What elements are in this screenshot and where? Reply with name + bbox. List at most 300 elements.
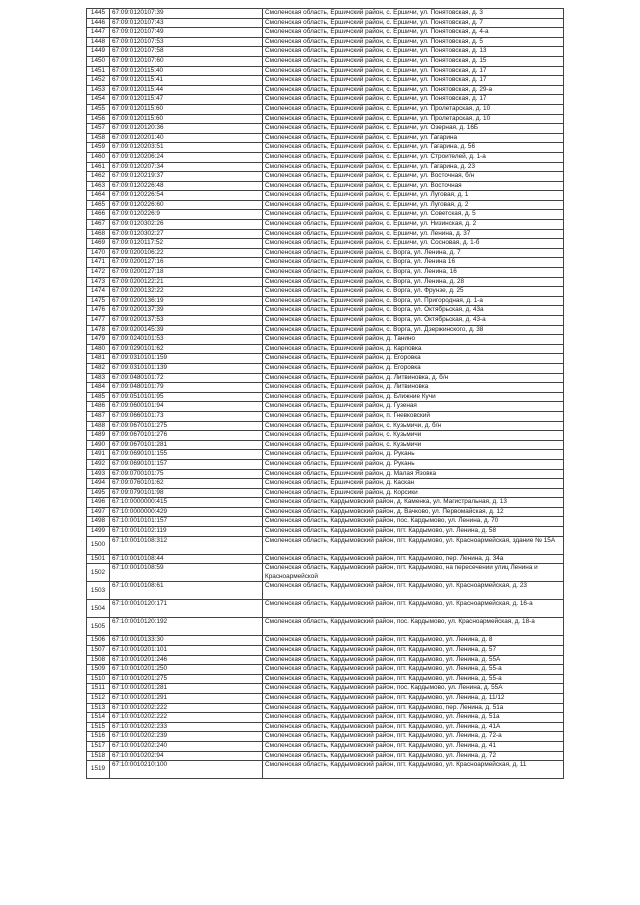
row-number-cell: 1464 bbox=[87, 191, 110, 201]
cadastral-number-cell: 67:09:0120226:60 bbox=[110, 200, 263, 210]
address-cell: Смоленская область, Кардымовский район, пос. Кардымово, ул. Красноармейская, д. 18-а bbox=[263, 618, 564, 636]
table-row bbox=[87, 655, 564, 665]
address-cell: Смоленская область, Ершичский район, с. Ершичи, ул. Луговая, д. 1 bbox=[263, 191, 564, 201]
table-row bbox=[87, 383, 564, 393]
table-row bbox=[87, 479, 564, 489]
cadastral-number-cell: 67:10:0010101:157 bbox=[110, 517, 263, 527]
cadastral-number-cell: 67:09:0240101:53 bbox=[110, 335, 263, 345]
cadastral-number-cell: 67:09:0480101:79 bbox=[110, 383, 263, 393]
table-row bbox=[87, 268, 564, 278]
cadastral-number-cell: 67:09:0660101:73 bbox=[110, 411, 263, 421]
cadastral-number-cell: 67:09:0200127:18 bbox=[110, 268, 263, 278]
cadastral-number-cell: 67:09:0120107:53 bbox=[110, 37, 263, 47]
table-row bbox=[87, 536, 564, 554]
table-row bbox=[87, 507, 564, 517]
table-row bbox=[87, 392, 564, 402]
table-row bbox=[87, 554, 564, 564]
row-number-cell: 1475 bbox=[87, 296, 110, 306]
row-number-cell: 1495 bbox=[87, 488, 110, 498]
cadastral-number-cell: 67:09:0200122:21 bbox=[110, 277, 263, 287]
cadastral-number-cell: 67:10:0010202:239 bbox=[110, 732, 263, 742]
table-row bbox=[87, 287, 564, 297]
address-cell: Смоленская область, Кардымовский район, пгт. Кардымово, ул. Ленина, д. 55А bbox=[263, 655, 564, 665]
address-cell: Смоленская область, Ершичский район, с. Ворга, ул. Ленина, д. 7 bbox=[263, 248, 564, 258]
row-number-cell: 1519 bbox=[87, 761, 110, 779]
table-row bbox=[87, 162, 564, 172]
cadastral-number-cell: 67:10:0010202:240 bbox=[110, 741, 263, 751]
address-cell: Смоленская область, Ершичский район, д. Рукань bbox=[263, 459, 564, 469]
address-cell: Смоленская область, Ершичский район, с. Ершичи, ул. Озерная, д. 16Б bbox=[263, 124, 564, 134]
address-cell: Смоленская область, Кардымовский район, пгт. Кардымово, ул. Ленина, д. 8 bbox=[263, 636, 564, 646]
table-row bbox=[87, 229, 564, 239]
address-cell: Смоленская область, Ершичский район, с. Ворга, ул. Пригородная, д. 1-а bbox=[263, 296, 564, 306]
row-number-cell: 1496 bbox=[87, 498, 110, 508]
cadastral-number-cell: 67:09:0120207:34 bbox=[110, 162, 263, 172]
address-cell: Смоленская область, Ершичский район, д. Танино bbox=[263, 335, 564, 345]
table-row bbox=[87, 200, 564, 210]
cadastral-number-cell: 67:10:0010210:100 bbox=[110, 761, 263, 779]
table-row bbox=[87, 694, 564, 704]
table-row bbox=[87, 306, 564, 316]
table-row bbox=[87, 431, 564, 441]
table-row bbox=[87, 296, 564, 306]
cadastral-number-cell: 67:10:0000000:429 bbox=[110, 507, 263, 517]
row-number-cell: 1452 bbox=[87, 76, 110, 86]
cadastral-number-cell: 67:09:0120107:43 bbox=[110, 18, 263, 28]
row-number-cell: 1478 bbox=[87, 325, 110, 335]
cadastral-number-cell: 67:09:0120302:27 bbox=[110, 229, 263, 239]
row-number-cell: 1517 bbox=[87, 741, 110, 751]
address-cell: Смоленская область, Ершичский район, с. Ворга, ул. Октябрьская, д. 43-а bbox=[263, 316, 564, 326]
row-number-cell: 1474 bbox=[87, 287, 110, 297]
table-row bbox=[87, 618, 564, 636]
cadastral-number-cell: 67:09:0200136:19 bbox=[110, 296, 263, 306]
address-cell: Смоленская область, Кардымовский район, пгт. Кардымово, ул. Ленина, д. 72-а bbox=[263, 732, 564, 742]
table-row bbox=[87, 703, 564, 713]
cadastral-number-cell: 67:09:0120107:39 bbox=[110, 9, 263, 19]
cadastral-number-cell: 67:09:0120115:60 bbox=[110, 104, 263, 114]
table-row bbox=[87, 28, 564, 38]
address-cell: Смоленская область, Кардымовский район, пгт. Кардымово, ул. Красноармейская, д. 16-а bbox=[263, 600, 564, 618]
row-number-cell: 1480 bbox=[87, 344, 110, 354]
cadastral-number-cell: 67:10:0010108:44 bbox=[110, 554, 263, 564]
row-number-cell: 1470 bbox=[87, 248, 110, 258]
address-cell: Смоленская область, Ершичский район, с. Ершичи, ул. Понятовская, д. 3 bbox=[263, 9, 564, 19]
cadastral-number-cell: 67:09:0690101:155 bbox=[110, 450, 263, 460]
table-row bbox=[87, 741, 564, 751]
address-cell: Смоленская область, Ершичский район, с. Ершичи, ул. Луговая, д. 2 bbox=[263, 200, 564, 210]
cadastral-number-cell: 67:09:0760101:62 bbox=[110, 479, 263, 489]
address-cell: Смоленская область, Кардымовский район, пгт. Кардымово, на пересечении улиц Ленина и Красноармейской bbox=[263, 564, 564, 582]
row-number-cell: 1501 bbox=[87, 554, 110, 564]
address-cell: Смоленская область, Ершичский район, с. Ворга, ул. Фрунзе, д. 25 bbox=[263, 287, 564, 297]
table-row bbox=[87, 47, 564, 57]
row-number-cell: 1507 bbox=[87, 646, 110, 656]
row-number-cell: 1500 bbox=[87, 536, 110, 554]
table-row bbox=[87, 440, 564, 450]
row-number-cell: 1445 bbox=[87, 9, 110, 19]
cadastral-number-cell: 67:09:0200137:53 bbox=[110, 316, 263, 326]
address-cell: Смоленская область, Кардымовский район, пгт. Кардымово, ул. Ленина, д. 41А bbox=[263, 722, 564, 732]
table-row bbox=[87, 517, 564, 527]
table-row bbox=[87, 143, 564, 153]
row-number-cell: 1456 bbox=[87, 114, 110, 124]
table-row bbox=[87, 488, 564, 498]
cadastral-number-cell: 67:09:0120120:36 bbox=[110, 124, 263, 134]
cadastral-number-cell: 67:09:0700101:75 bbox=[110, 469, 263, 479]
row-number-cell: 1490 bbox=[87, 440, 110, 450]
cadastral-number-cell: 67:09:0290101:62 bbox=[110, 344, 263, 354]
row-number-cell: 1486 bbox=[87, 402, 110, 412]
row-number-cell: 1449 bbox=[87, 47, 110, 57]
cadastral-number-cell: 67:09:0120107:60 bbox=[110, 56, 263, 66]
row-number-cell: 1450 bbox=[87, 56, 110, 66]
address-cell: Смоленская область, Ершичский район, д. Егоровка bbox=[263, 354, 564, 364]
table-row bbox=[87, 527, 564, 537]
address-cell: Смоленская область, Кардымовский район, пгт. Кардымово, ул. Красноармейская, здание № 15А bbox=[263, 536, 564, 554]
address-cell: Смоленская область, Кардымовский район, д. Вачково, ул. Первомайская, д. 12 bbox=[263, 507, 564, 517]
table-body bbox=[87, 9, 564, 779]
row-number-cell: 1511 bbox=[87, 684, 110, 694]
cadastral-number-cell: 67:10:0010120:192 bbox=[110, 618, 263, 636]
property-table bbox=[86, 8, 564, 779]
row-number-cell: 1509 bbox=[87, 665, 110, 675]
address-cell: Смоленская область, Ершичский район, с. Ершичи, ул. Гагарина bbox=[263, 133, 564, 143]
row-number-cell: 1466 bbox=[87, 210, 110, 220]
address-cell: Смоленская область, Ершичский район, с. Ершичи, ул. Пролетарская, д. 10 bbox=[263, 114, 564, 124]
address-cell: Смоленская область, Ершичский район, д. Малая Язовка bbox=[263, 469, 564, 479]
address-cell: Смоленская область, Ершичский район, с. Кузьмичи, д. б/н bbox=[263, 421, 564, 431]
address-cell: Смоленская область, Ершичский район, с. Ершичи, ул. Пролетарская, д. 10 bbox=[263, 104, 564, 114]
cadastral-number-cell: 67:09:0200127:16 bbox=[110, 258, 263, 268]
row-number-cell: 1515 bbox=[87, 722, 110, 732]
address-cell: Смоленская область, Кардымовский район, пос. Кардымово, ул. Ленина, д. 70 bbox=[263, 517, 564, 527]
table-row bbox=[87, 344, 564, 354]
row-number-cell: 1458 bbox=[87, 133, 110, 143]
row-number-cell: 1510 bbox=[87, 674, 110, 684]
table-row bbox=[87, 674, 564, 684]
address-cell: Смоленская область, Ершичский район, с. Ершичи, ул. Понятовская, д. 17 bbox=[263, 76, 564, 86]
cadastral-number-cell: 67:09:0120203:51 bbox=[110, 143, 263, 153]
cadastral-number-cell: 67:09:0200106:22 bbox=[110, 248, 263, 258]
row-number-cell: 1505 bbox=[87, 618, 110, 636]
address-cell: Смоленская область, Ершичский район, с. Ершичи, ул. Сосновая, д. 1-б bbox=[263, 239, 564, 249]
table-row bbox=[87, 104, 564, 114]
cadastral-number-cell: 67:10:0000000:415 bbox=[110, 498, 263, 508]
address-cell: Смоленская область, Ершичский район, д. Гузеная bbox=[263, 402, 564, 412]
table-row bbox=[87, 636, 564, 646]
cadastral-number-cell: 67:10:0010120:171 bbox=[110, 600, 263, 618]
row-number-cell: 1472 bbox=[87, 268, 110, 278]
cadastral-number-cell: 67:10:0010201:291 bbox=[110, 694, 263, 704]
row-number-cell: 1494 bbox=[87, 479, 110, 489]
cadastral-number-cell: 67:10:0010201:250 bbox=[110, 665, 263, 675]
table-row bbox=[87, 354, 564, 364]
row-number-cell: 1448 bbox=[87, 37, 110, 47]
row-number-cell: 1491 bbox=[87, 450, 110, 460]
address-cell: Смоленская область, Ершичский район, с. Ершичи, ул. Понятовская, д. 7 bbox=[263, 18, 564, 28]
address-cell: Смоленская область, Ершичский район, с. Ершичи, ул. Понятовская, д. 4-а bbox=[263, 28, 564, 38]
address-cell: Смоленская область, Ершичский район, с. Ершичи, ул. Советская, д. 5 bbox=[263, 210, 564, 220]
address-cell: Смоленская область, Ершичский район, д. Ближние Кучи bbox=[263, 392, 564, 402]
cadastral-number-cell: 67:10:0010201:101 bbox=[110, 646, 263, 656]
cadastral-number-cell: 67:10:0010202:94 bbox=[110, 751, 263, 761]
cadastral-number-cell: 67:10:0010202:233 bbox=[110, 722, 263, 732]
cadastral-number-cell: 67:10:0010201:281 bbox=[110, 684, 263, 694]
address-cell: Смоленская область, Ершичский район, с. Ершичи, ул. Восточная, б/н bbox=[263, 172, 564, 182]
address-cell: Смоленская область, Кардымовский район, пгт. Кардымово, ул. Ленина, д. 41 bbox=[263, 741, 564, 751]
table-row bbox=[87, 191, 564, 201]
row-number-cell: 1499 bbox=[87, 527, 110, 537]
row-number-cell: 1461 bbox=[87, 162, 110, 172]
cadastral-number-cell: 67:09:0690101:157 bbox=[110, 459, 263, 469]
row-number-cell: 1467 bbox=[87, 220, 110, 230]
row-number-cell: 1492 bbox=[87, 459, 110, 469]
row-number-cell: 1504 bbox=[87, 600, 110, 618]
address-cell: Смоленская область, Кардымовский район, пгт. Кардымово, ул. Ленина, д. 72 bbox=[263, 751, 564, 761]
address-cell: Смоленская область, Ершичский район, д. Каскан bbox=[263, 479, 564, 489]
cadastral-number-cell: 67:09:0120115:41 bbox=[110, 76, 263, 86]
table-row bbox=[87, 498, 564, 508]
cadastral-number-cell: 67:09:0480101:72 bbox=[110, 373, 263, 383]
row-number-cell: 1447 bbox=[87, 28, 110, 38]
address-cell: Смоленская область, Ершичский район, с. Ершичи, ул. Ленина, д. 37 bbox=[263, 229, 564, 239]
address-cell: Смоленская область, Ершичский район, с. Ворга, ул. Ленина, 16 bbox=[263, 268, 564, 278]
address-cell: Смоленская область, Ершичский район, д. Карповка bbox=[263, 344, 564, 354]
address-cell: Смоленская область, Ершичский район, с. Ершичи, ул. Понятовская, д. 13 bbox=[263, 47, 564, 57]
row-number-cell: 1488 bbox=[87, 421, 110, 431]
table-row bbox=[87, 316, 564, 326]
address-cell: Смоленская область, Ершичский район, с. Ершичи, ул. Низинская, д. 2 bbox=[263, 220, 564, 230]
row-number-cell: 1482 bbox=[87, 363, 110, 373]
cadastral-number-cell: 67:09:0120115:44 bbox=[110, 85, 263, 95]
address-cell: Смоленская область, Ершичский район, с. Ершичи, ул. Понятовская, д. 17 bbox=[263, 66, 564, 76]
cadastral-number-cell: 67:09:0510101:95 bbox=[110, 392, 263, 402]
cadastral-number-cell: 67:09:0600101:94 bbox=[110, 402, 263, 412]
table-row bbox=[87, 258, 564, 268]
address-cell: Смоленская область, Кардымовский район, пгт. Кардымово, ул. Красноармейская, д. 11 bbox=[263, 761, 564, 779]
cadastral-number-cell: 67:09:0120115:60 bbox=[110, 114, 263, 124]
table-row bbox=[87, 181, 564, 191]
cadastral-number-cell: 67:09:0120115:40 bbox=[110, 66, 263, 76]
table-row bbox=[87, 37, 564, 47]
table-row bbox=[87, 335, 564, 345]
address-cell: Смоленская область, Ершичский район, с. Ершичи, ул. Восточная bbox=[263, 181, 564, 191]
cadastral-number-cell: 67:09:0120302:26 bbox=[110, 220, 263, 230]
address-cell: Смоленская область, Ершичский район, с. Ворга, ул. Октябрьская, д. 43а bbox=[263, 306, 564, 316]
cadastral-number-cell: 67:09:0120226:48 bbox=[110, 181, 263, 191]
table-row bbox=[87, 220, 564, 230]
row-number-cell: 1503 bbox=[87, 582, 110, 600]
address-cell: Смоленская область, Кардымовский район, д. Каменка, ул. Магистральная, д. 13 bbox=[263, 498, 564, 508]
address-cell: Смоленская область, Ершичский район, с. Ершичи, ул. Понятовская, д. 15 bbox=[263, 56, 564, 66]
cadastral-number-cell: 67:09:0670101:276 bbox=[110, 431, 263, 441]
row-number-cell: 1446 bbox=[87, 18, 110, 28]
table-row bbox=[87, 684, 564, 694]
address-cell: Смоленская область, Ершичский район, п. Гневковский bbox=[263, 411, 564, 421]
table-row bbox=[87, 114, 564, 124]
address-cell: Смоленская область, Кардымовский район, пгт. Кардымово, ул. Ленина, д. 11/12 bbox=[263, 694, 564, 704]
address-cell: Смоленская область, Ершичский район, с. Ершичи, ул. Строителей, д. 1-а bbox=[263, 152, 564, 162]
address-cell: Смоленская область, Кардымовский район, пгт. Кардымово, ул. Ленина, д. 55-а bbox=[263, 665, 564, 675]
table-row bbox=[87, 124, 564, 134]
address-cell: Смоленская область, Ершичский район, с. Ершичи, ул. Понятовская, д. 17 bbox=[263, 95, 564, 105]
address-cell: Смоленская область, Ершичский район, с. Ворга, ул. Ленина 16 bbox=[263, 258, 564, 268]
table-row bbox=[87, 411, 564, 421]
table-row bbox=[87, 172, 564, 182]
table-row bbox=[87, 722, 564, 732]
table-row bbox=[87, 325, 564, 335]
table-row bbox=[87, 713, 564, 723]
table-row bbox=[87, 373, 564, 383]
row-number-cell: 1481 bbox=[87, 354, 110, 364]
table-row bbox=[87, 210, 564, 220]
address-cell: Смоленская область, Ершичский район, д. Егоровка bbox=[263, 363, 564, 373]
row-number-cell: 1513 bbox=[87, 703, 110, 713]
row-number-cell: 1454 bbox=[87, 95, 110, 105]
row-number-cell: 1502 bbox=[87, 564, 110, 582]
cadastral-number-cell: 67:09:0120117:52 bbox=[110, 239, 263, 249]
address-cell: Смоленская область, Кардымовский район, пгт. Кардымово, ул. Красноармейская, д. 23 bbox=[263, 582, 564, 600]
address-cell: Смоленская область, Кардымовский район, пгт. Кардымово, ул. Ленина, д. 58 bbox=[263, 527, 564, 537]
row-number-cell: 1469 bbox=[87, 239, 110, 249]
table-row bbox=[87, 646, 564, 656]
cadastral-number-cell: 67:09:0120107:58 bbox=[110, 47, 263, 57]
table-row bbox=[87, 239, 564, 249]
row-number-cell: 1471 bbox=[87, 258, 110, 268]
cadastral-number-cell: 67:09:0120226:9 bbox=[110, 210, 263, 220]
cadastral-number-cell: 67:10:0010133:30 bbox=[110, 636, 263, 646]
cadastral-number-cell: 67:09:0120201:40 bbox=[110, 133, 263, 143]
address-cell: Смоленская область, Ершичский район, с. Ершичи, ул. Гагарина, д. 56 bbox=[263, 143, 564, 153]
table-row bbox=[87, 564, 564, 582]
document-page bbox=[86, 8, 556, 779]
row-number-cell: 1460 bbox=[87, 152, 110, 162]
table-row bbox=[87, 152, 564, 162]
address-cell: Смоленская область, Кардымовский район, пгт. Кардымово, пер. Ленина, д. 51а bbox=[263, 703, 564, 713]
row-number-cell: 1485 bbox=[87, 392, 110, 402]
row-number-cell: 1508 bbox=[87, 655, 110, 665]
table-row bbox=[87, 76, 564, 86]
table-row bbox=[87, 56, 564, 66]
row-number-cell: 1453 bbox=[87, 85, 110, 95]
address-cell: Смоленская область, Ершичский район, с. Ворга, ул. Ленина, д. 28 bbox=[263, 277, 564, 287]
address-cell: Смоленская область, Ершичский район, д. Литвиновка, д. б/н bbox=[263, 373, 564, 383]
row-number-cell: 1473 bbox=[87, 277, 110, 287]
table-row bbox=[87, 95, 564, 105]
row-number-cell: 1457 bbox=[87, 124, 110, 134]
cadastral-number-cell: 67:10:0010201:246 bbox=[110, 655, 263, 665]
cadastral-number-cell: 67:10:0010108:59 bbox=[110, 564, 263, 582]
cadastral-number-cell: 67:10:0010108:312 bbox=[110, 536, 263, 554]
cadastral-number-cell: 67:09:0120206:24 bbox=[110, 152, 263, 162]
cadastral-number-cell: 67:10:0010201:275 bbox=[110, 674, 263, 684]
cadastral-number-cell: 67:09:0670101:275 bbox=[110, 421, 263, 431]
table-row bbox=[87, 9, 564, 19]
address-cell: Смоленская область, Кардымовский район, пгт. Кардымово, пер. Ленина, д. 34а bbox=[263, 554, 564, 564]
table-row bbox=[87, 421, 564, 431]
table-row bbox=[87, 248, 564, 258]
table-row bbox=[87, 665, 564, 675]
row-number-cell: 1459 bbox=[87, 143, 110, 153]
cadastral-number-cell: 67:10:0010202:222 bbox=[110, 703, 263, 713]
row-number-cell: 1518 bbox=[87, 751, 110, 761]
table-row bbox=[87, 732, 564, 742]
address-cell: Смоленская область, Ершичский район, д. Корсики bbox=[263, 488, 564, 498]
address-cell: Смоленская область, Кардымовский район, пгт. Кардымово, ул. Ленина, д. 51а bbox=[263, 713, 564, 723]
row-number-cell: 1512 bbox=[87, 694, 110, 704]
row-number-cell: 1487 bbox=[87, 411, 110, 421]
row-number-cell: 1498 bbox=[87, 517, 110, 527]
row-number-cell: 1497 bbox=[87, 507, 110, 517]
address-cell: Смоленская область, Кардымовский район, пгт. Кардымово, ул. Ленина, д. 57 bbox=[263, 646, 564, 656]
address-cell: Смоленская область, Ершичский район, с. Ершичи, ул. Понятовская, д. 29-а bbox=[263, 85, 564, 95]
cadastral-number-cell: 67:09:0790101:98 bbox=[110, 488, 263, 498]
cadastral-number-cell: 67:09:0670101:281 bbox=[110, 440, 263, 450]
table-row bbox=[87, 18, 564, 28]
address-cell: Смоленская область, Ершичский район, с. Кузьмичи bbox=[263, 431, 564, 441]
address-cell: Смоленская область, Ершичский район, с. Ершичи, ул. Понятовская, д. 5 bbox=[263, 37, 564, 47]
table-row bbox=[87, 600, 564, 618]
table-row bbox=[87, 751, 564, 761]
row-number-cell: 1479 bbox=[87, 335, 110, 345]
row-number-cell: 1516 bbox=[87, 732, 110, 742]
address-cell: Смоленская область, Ершичский район, с. Ворга, ул. Дзержинского, д. 38 bbox=[263, 325, 564, 335]
row-number-cell: 1465 bbox=[87, 200, 110, 210]
row-number-cell: 1514 bbox=[87, 713, 110, 723]
cadastral-number-cell: 67:10:0010102:119 bbox=[110, 527, 263, 537]
table-row bbox=[87, 761, 564, 779]
cadastral-number-cell: 67:09:0120107:49 bbox=[110, 28, 263, 38]
address-cell: Смоленская область, Кардымовский район, пгт. Кардымово, ул. Ленина, д. 55-а bbox=[263, 674, 564, 684]
cadastral-number-cell: 67:10:0010108:61 bbox=[110, 582, 263, 600]
row-number-cell: 1455 bbox=[87, 104, 110, 114]
address-cell: Смоленская область, Ершичский район, с. Ершичи, ул. Гагарина, д. 23 bbox=[263, 162, 564, 172]
row-number-cell: 1493 bbox=[87, 469, 110, 479]
table-row bbox=[87, 450, 564, 460]
row-number-cell: 1451 bbox=[87, 66, 110, 76]
address-cell: Смоленская область, Кардымовский район, пос. Кардымово, ул. Ленина, д. 55А bbox=[263, 684, 564, 694]
row-number-cell: 1506 bbox=[87, 636, 110, 646]
table-row bbox=[87, 277, 564, 287]
row-number-cell: 1477 bbox=[87, 316, 110, 326]
row-number-cell: 1489 bbox=[87, 431, 110, 441]
row-number-cell: 1484 bbox=[87, 383, 110, 393]
cadastral-number-cell: 67:09:0120219:37 bbox=[110, 172, 263, 182]
table-row bbox=[87, 85, 564, 95]
table-row bbox=[87, 469, 564, 479]
address-cell: Смоленская область, Ершичский район, с. Кузьмичи bbox=[263, 440, 564, 450]
row-number-cell: 1468 bbox=[87, 229, 110, 239]
row-number-cell: 1462 bbox=[87, 172, 110, 182]
table-row bbox=[87, 66, 564, 76]
address-cell: Смоленская область, Ершичский район, д. Рукань bbox=[263, 450, 564, 460]
table-row bbox=[87, 363, 564, 373]
cadastral-number-cell: 67:09:0120226:54 bbox=[110, 191, 263, 201]
row-number-cell: 1483 bbox=[87, 373, 110, 383]
cadastral-number-cell: 67:09:0200137:39 bbox=[110, 306, 263, 316]
address-cell: Смоленская область, Ершичский район, д. Литвиновка bbox=[263, 383, 564, 393]
cadastral-number-cell: 67:09:0310101:159 bbox=[110, 354, 263, 364]
cadastral-number-cell: 67:09:0200145:39 bbox=[110, 325, 263, 335]
table-row bbox=[87, 459, 564, 469]
table-row bbox=[87, 402, 564, 412]
cadastral-number-cell: 67:09:0310101:139 bbox=[110, 363, 263, 373]
cadastral-number-cell: 67:09:0200132:22 bbox=[110, 287, 263, 297]
cadastral-number-cell: 67:09:0120115:47 bbox=[110, 95, 263, 105]
cadastral-number-cell: 67:10:0010202:222 bbox=[110, 713, 263, 723]
row-number-cell: 1463 bbox=[87, 181, 110, 191]
